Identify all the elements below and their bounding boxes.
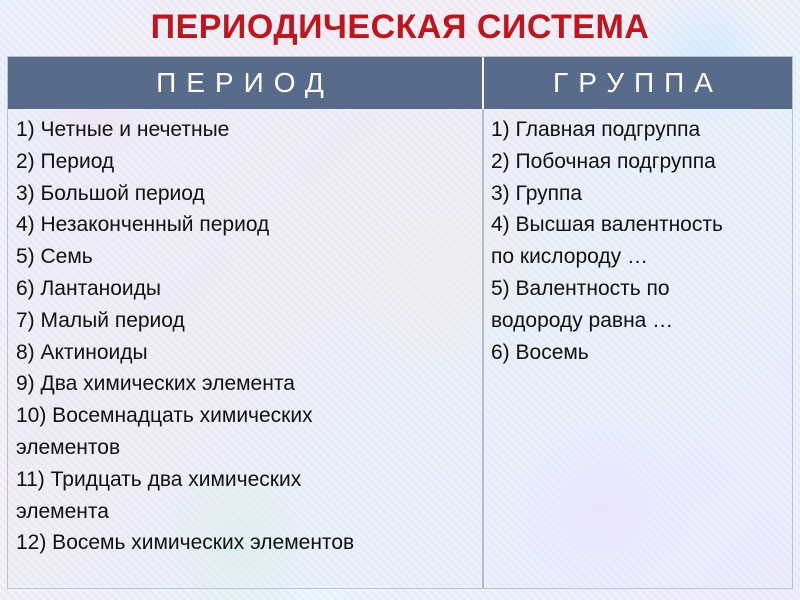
group-line: 2) Побочная подгруппа <box>491 149 716 173</box>
period-line: 2) Период <box>16 149 115 173</box>
group-column <box>484 109 792 588</box>
period-line: 7) Малый период <box>16 308 185 332</box>
period-line: 10) Восемнадцать химических <box>16 404 313 428</box>
group-line: 4) Высшая валентность <box>491 213 723 237</box>
period-line: 5) Семь <box>16 245 93 269</box>
period-line: 11) Тридцать два химических <box>16 467 302 491</box>
slide-title: ПЕРИОДИЧЕСКАЯ СИСТЕМА <box>150 8 650 46</box>
period-line: 6) Лантаноиды <box>16 276 161 300</box>
period-line: элементов <box>16 435 121 459</box>
group-line: по кислороду … <box>491 245 648 269</box>
period-line: 8) Актиноиды <box>16 340 148 364</box>
period-line: 3) Большой период <box>16 181 205 205</box>
header-group-label: ГРУППА <box>553 67 723 98</box>
period-line: элемента <box>16 499 109 523</box>
group-line: 6) Восемь <box>491 340 589 364</box>
header-period-label: ПЕРИОД <box>156 67 334 98</box>
group-line: 1) Главная подгруппа <box>491 118 701 141</box>
group-line: 5) Валентность по <box>491 276 670 300</box>
period-line: 9) Два химических элемента <box>16 372 295 396</box>
period-line: 4) Незаконченный период <box>16 213 270 237</box>
header-period <box>8 57 484 109</box>
header-group <box>484 57 792 109</box>
period-line: 1) Четные и нечетные <box>16 118 230 141</box>
comparison-table <box>7 56 793 589</box>
group-line: водороду равна … <box>491 308 674 332</box>
period-line: 12) Восемь химических элементов <box>16 531 355 555</box>
group-line: 3) Группа <box>491 181 583 205</box>
period-column <box>8 109 484 588</box>
